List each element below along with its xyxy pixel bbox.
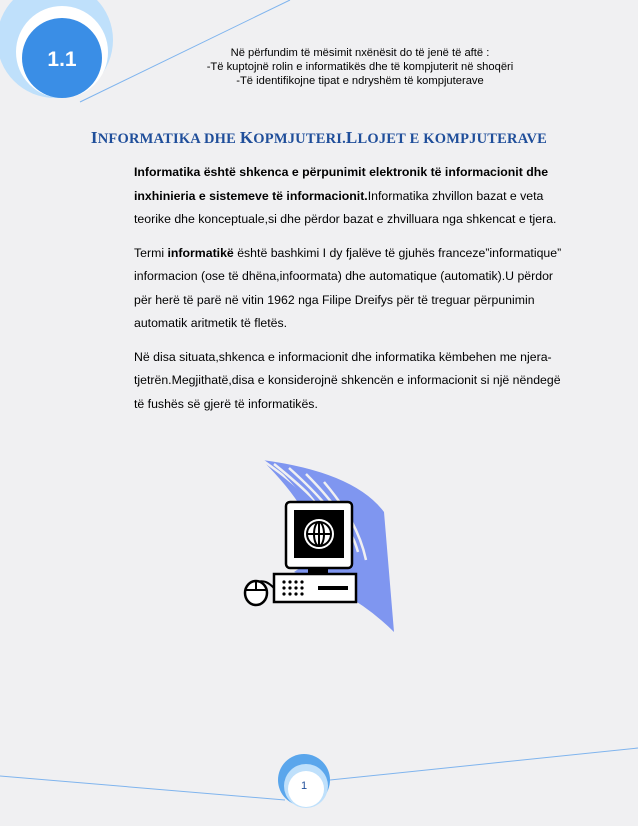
objective-line: Në përfundim të mësimit nxënësit do të jenë të aftë : xyxy=(230,47,490,59)
mouse-icon xyxy=(245,581,274,605)
learning-objectives xyxy=(170,46,550,88)
objective-line: -Të identifikojne tipat e ndryshëm të kompjuterave xyxy=(236,75,484,87)
decor-line-bottom xyxy=(0,776,285,800)
section-badge: 1.1 xyxy=(47,48,77,71)
paragraph-situations: Në disa situata,shkenca e informacionit dhe informatika këmbehen me njera-tjetrën.Megjithatë,disa e konsiderojnë shkencën e informacionit si një nëndegë të fushës së gjerë të informatikës. xyxy=(134,349,561,411)
computer-clipart-icon xyxy=(234,452,394,632)
globe-icon xyxy=(304,519,334,549)
decor-line-bottom-right xyxy=(330,748,638,780)
body-text xyxy=(134,161,574,426)
objective-line: -Të kuptojnë rolin e informatikës dhe të kompjuterit në shoqëri xyxy=(206,61,514,73)
page-title: INFORMATIKA DHE KOPMJUTERI.LLOJET E KOMPJUTERAVE xyxy=(90,128,548,147)
page-number: 1 xyxy=(300,780,308,792)
paragraph-term: Termi informatikë është bashkimi I dy fjalëve të gjuhës franceze”informatique” informacion (ose të dhëna,infoormata) dhe automatique (automatik).U përdor për herë të parë në vitin 1962 nga Filipe Dreifys për të treguar përpunimin automatik aritmetik të fletës. xyxy=(134,245,562,330)
paragraph-definition: Informatika është shkenca e përpunimit elektronik të informacionit dhe inxhinieria e sistemeve të informacionit.Informatika zhvillon bazat e veta teorike dhe konceptuale,si dhe përdor bazat e zhvilluara nga shkencat e tjera. xyxy=(134,165,557,226)
